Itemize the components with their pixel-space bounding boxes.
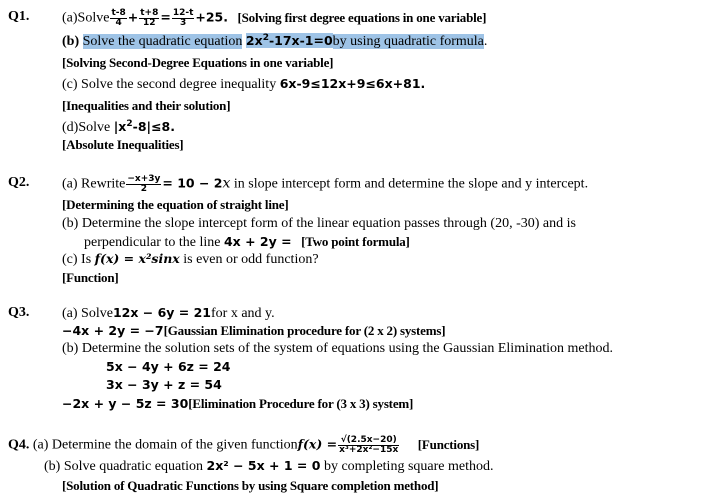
q1b-line [62, 33, 487, 50]
q1a-plus: + [127, 9, 139, 25]
q4a-fraction: $\frac{√(2.5x-20)}{\text{x³+2x²−15x}}$ [339, 435, 399, 455]
q2c-topic-tag: [Function] [62, 270, 119, 285]
q1d-topic-tag: [Absolute Inequalities] [62, 137, 184, 152]
q4a-text: (a) Determine the domain of the given function [32, 437, 298, 453]
q1c-text: (c) Solve the second degree inequality [62, 77, 277, 92]
q2a-rest: in slope intercept form and determine the slope and y intercept. [233, 176, 589, 192]
q1a-line [62, 9, 486, 28]
q2b-topic-tag: [Two point formula] [301, 234, 410, 249]
q4b-rest: by completing square method. [323, 459, 494, 474]
q3b-line3 [62, 396, 413, 413]
q1a-tail: +25. [195, 9, 229, 25]
q4b-text: (b) Solve quadratic equation [44, 459, 204, 474]
q2b-math: 4x + 2y = [223, 234, 292, 249]
q1a-fraction-1: $\frac{t-8}{4}$ [111, 8, 126, 28]
q4-number: Q4. [8, 437, 30, 453]
q1a-equals: = [160, 9, 171, 25]
q1b-highlight-text-2: by using quadratic formula [332, 34, 484, 49]
q1d-text: (d)Solve [62, 120, 111, 135]
q4a-topic-tag: [Functions] [417, 436, 480, 452]
q1c-math: 6x-9≤12x+9≤6x+81. [279, 76, 426, 91]
q1c-line [62, 76, 425, 93]
q3b-equation-1: 5x − 4y + 6z = 24 [106, 359, 231, 374]
q3a-rest: for x and y. [211, 306, 275, 321]
q2-number: Q2. [8, 175, 30, 190]
q1d-line [62, 119, 175, 136]
q2a-x: x [222, 175, 231, 192]
q2c-line [62, 251, 319, 268]
q2b-text: (b) Determine the slope intercept form of the linear equation passes through (20, -30) and is [62, 216, 576, 231]
q1b-highlight-text-1: Solve the quadratic equation [82, 34, 243, 49]
q1b-period: . [483, 34, 488, 49]
q3a-math: 12x − 6y = 21 [112, 305, 211, 320]
q4b-math: 2x² − 5x + 1 = 0 [206, 458, 321, 473]
q1b-label: (b) [62, 34, 80, 49]
q4a-math: f(x) = [297, 436, 338, 452]
q1b-topic-tag: [Solving Second-Degree Equations in one variable] [62, 55, 334, 70]
q4a-line [8, 436, 479, 455]
q4b-line [44, 458, 493, 475]
q2a-topic-tag: [Determining the equation of straight line] [62, 197, 289, 212]
q2a-line [62, 175, 588, 194]
q3a-line [62, 305, 275, 322]
q1c-topic-tag: [Inequalities and their solution] [62, 98, 231, 113]
q3b-topic-tag: [Elimination Procedure for (3 x 3) system] [188, 396, 414, 411]
q1d-math: $|x^2-8|\le 8$. [113, 118, 175, 134]
q3a-text: (a) Solve [62, 306, 113, 321]
q3a-line2 [62, 323, 445, 340]
q3a-math2: −4x + 2y = −7 [62, 323, 164, 338]
q2b-text2: perpendicular to the line [84, 235, 221, 250]
q3-number: Q3. [8, 305, 30, 320]
q2a-text: (a) Rewrite [62, 176, 126, 192]
q3b-equation-2: 3x − 3y + z = 54 [106, 377, 222, 392]
q1a-label: (a)Solve [62, 10, 110, 26]
q2c-rest: is even or odd function? [183, 252, 319, 267]
q1a-fraction-3: $\frac{12-t}{3}$ [172, 8, 194, 28]
q1a-topic-tag: [Solving first degree equations in one variable] [237, 9, 487, 25]
q3b-text: (b) Determine the solution sets of the system of equations using the Gaussian Elimination method. [62, 341, 613, 356]
q2c-text: (c) Is [62, 252, 92, 267]
q2b-line2 [84, 234, 410, 251]
q2c-math: f(x) = x²sinx [94, 251, 180, 266]
q1-number: Q1. [8, 9, 30, 24]
q3b-equation-3: −2x + y − 5z = 30 [62, 396, 189, 411]
q1b-equation: $2x^2-17x-1=0$ [245, 32, 333, 48]
q3a-topic-tag: [Gaussian Elimination procedure for (2 x 2) systems] [163, 323, 446, 338]
q2a-fraction: $\frac{-x+3y}{2}$ [127, 174, 161, 194]
q2a-math: = 10 − 2 [162, 175, 223, 191]
q4b-topic-tag: [Solution of Quadratic Functions by using Square completion method] [62, 478, 439, 493]
q1a-fraction-2: $\frac{t+8}{12}$ [140, 8, 159, 28]
